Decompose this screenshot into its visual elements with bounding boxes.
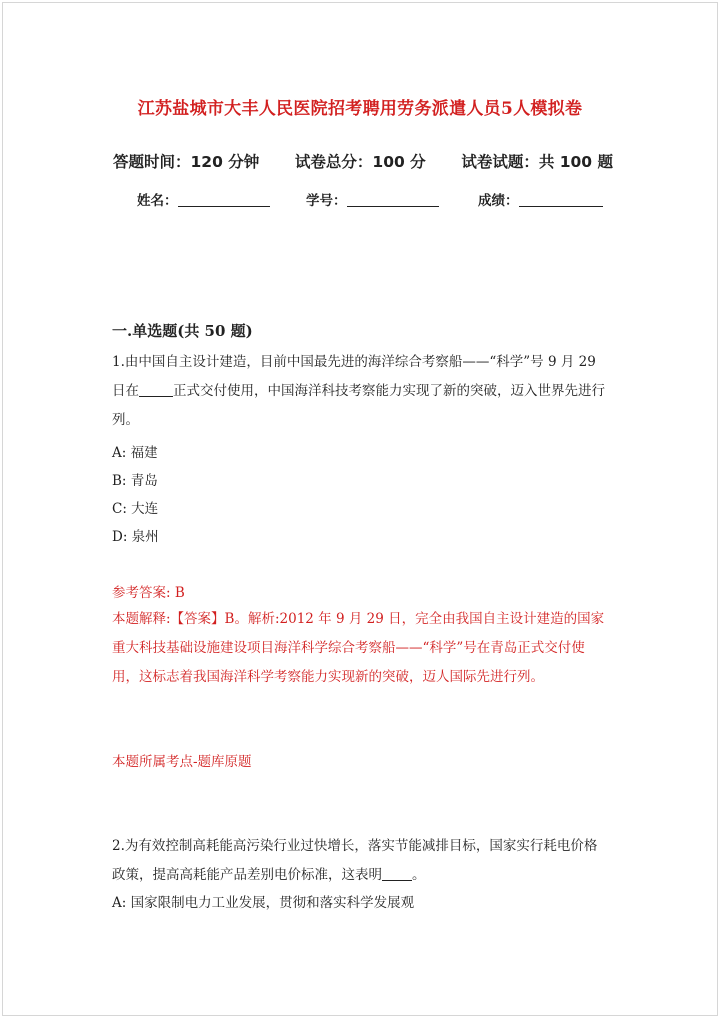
question-1-option-b: B: 青岛 <box>112 473 158 489</box>
question-1-explanation: 本题解释:【答案】B。解析:2012 年 9 月 29 日，完全由我国自主设计建造的国家重大科技基础设施建设项目海洋科学综合考察船——“科学”号在青岛正式交付使用，这标志着我国海洋科学考察能力实现新的突破，迈人国际先进行列。 <box>112 611 605 685</box>
question-1-text-part2: 正式交付使用，中国海洋科技考察能力实现了新的突破，迈入世界先进行列。 <box>112 383 605 428</box>
score-label: 成绩： <box>478 193 519 209</box>
question-1-option-a: A: 福建 <box>112 445 158 461</box>
student-id-blank <box>347 192 439 207</box>
question-1-answer: 参考答案: B <box>112 585 185 601</box>
name-field <box>137 189 270 209</box>
exam-title: 江苏盐城市大丰人民医院招考聘用劳务派遣人员5人模拟卷 <box>137 99 583 119</box>
question-1-topic: 本题所属考点-题库原题 <box>112 754 252 770</box>
question-2-option-a: A: 国家限制电力工业发展，贯彻和落实科学发展观 <box>112 895 415 911</box>
name-label: 姓名： <box>137 193 178 209</box>
student-id-label: 学号： <box>306 193 347 209</box>
score-blank <box>519 192 603 207</box>
question-2-blank <box>382 867 412 881</box>
score-field <box>478 189 603 209</box>
question-2-text-part1: 2.为有效控制高耗能高污染行业过快增长，落实节能减排目标，国家实行耗电价格政策，提高高耗能产品差别电价标准，这表明 <box>112 838 598 883</box>
question-1-option-c: C: 大连 <box>112 501 159 517</box>
exam-time: 答题时间：120 分钟 <box>113 153 260 171</box>
question-1-blank <box>139 383 173 397</box>
question-2-text <box>112 832 608 890</box>
exam-meta <box>113 150 613 172</box>
student-id-field <box>306 189 439 209</box>
exam-total-questions: 试卷试题：共 100 题 <box>461 153 613 171</box>
name-blank <box>178 192 270 207</box>
exam-total-score: 试卷总分：100 分 <box>294 153 426 171</box>
section-heading: 一.单选题(共 50 题) <box>112 322 253 340</box>
question-1-text-part1: 1.由中国自主设计建造，目前中国最先进的海洋综合考察船——“科学”号 9 月 29 日在 <box>112 354 596 399</box>
question-2-text-part2: 。 <box>412 867 426 883</box>
question-1-text <box>112 348 608 435</box>
question-1-option-d: D: 泉州 <box>112 529 159 545</box>
